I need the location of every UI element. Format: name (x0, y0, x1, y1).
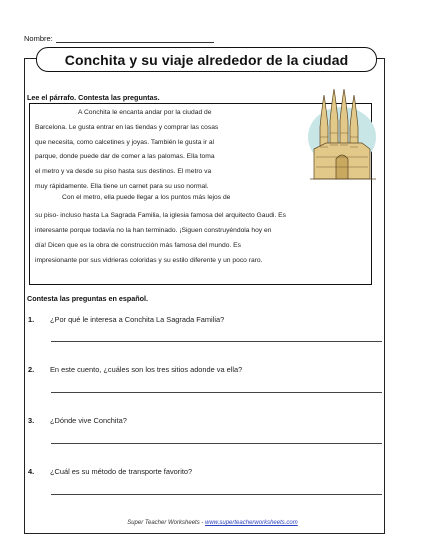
passage-line: Barcelona. Le gusta entrar en las tiendas y comprar las cosas (35, 124, 219, 131)
question-number: 4. (28, 467, 35, 476)
footer (0, 520, 425, 526)
name-field-line[interactable] (56, 33, 214, 43)
footer-separator: - (199, 520, 206, 526)
answer-instructions: Contesta las preguntas en español. (27, 294, 149, 303)
question-number: 3. (28, 416, 35, 425)
answer-line-1[interactable] (51, 341, 382, 342)
worksheet-title (36, 47, 377, 72)
answer-line-3[interactable] (51, 443, 382, 444)
passage-line: muy rápidamente. Ella tiene un carnet para su uso normal. (35, 183, 209, 190)
question-text: ¿Cuál es su método de transporte favorito? (50, 467, 193, 476)
passage-line: parque, donde puede dar de comer a las palomas. Ella toma (35, 153, 215, 160)
name-label: Nombre: (24, 34, 53, 43)
answer-line-4[interactable] (51, 494, 382, 495)
passage-line: el metro y va desde su piso hasta sus destinos. El metro va (35, 168, 212, 175)
passage-line: interesante porque todavía no la han terminado. ¡Siguen construyéndola hoy en (35, 227, 272, 234)
question-number: 2. (28, 365, 35, 374)
passage-line: A Conchita le encanta andar por la ciudad de (78, 109, 212, 116)
answer-line-2[interactable] (51, 392, 382, 393)
footer-link[interactable]: www.superteacherworksheets.com (205, 520, 298, 526)
question-text: ¿Dónde vive Conchita? (50, 416, 127, 425)
passage-line: Con el metro, ella puede llegar a los puntos más lejos de (62, 194, 231, 201)
footer-brand: Super Teacher Worksheets (127, 520, 200, 526)
passage-line: que necesita, como calcetines y joyas. También le gusta ir al (35, 139, 215, 146)
sagrada-familia-illustration (306, 87, 380, 187)
question-number: 1. (28, 315, 35, 324)
passage-line: día! Dicen que es la obra de construcción más famosa del mundo. Es (35, 242, 241, 249)
question-text: En este cuento, ¿cuáles son los tres sitios adonde va ella? (50, 365, 243, 374)
read-instructions: Lee el párrafo. Contesta las preguntas. (27, 93, 160, 102)
passage-line: su piso- incluso hasta La Sagrada Familia, la iglesia famosa del arquitecto Gaudi. Es (35, 212, 286, 219)
name-row (24, 33, 214, 43)
title-text: Conchita y su viaje alrededor de la ciudad (64, 51, 349, 68)
passage-line: impresionante por sus vidrieras coloridas y su estilo diferente y un poco raro. (35, 257, 263, 264)
question-text: ¿Por qué le interesa a Conchita La Sagrada Familia? (50, 315, 225, 324)
